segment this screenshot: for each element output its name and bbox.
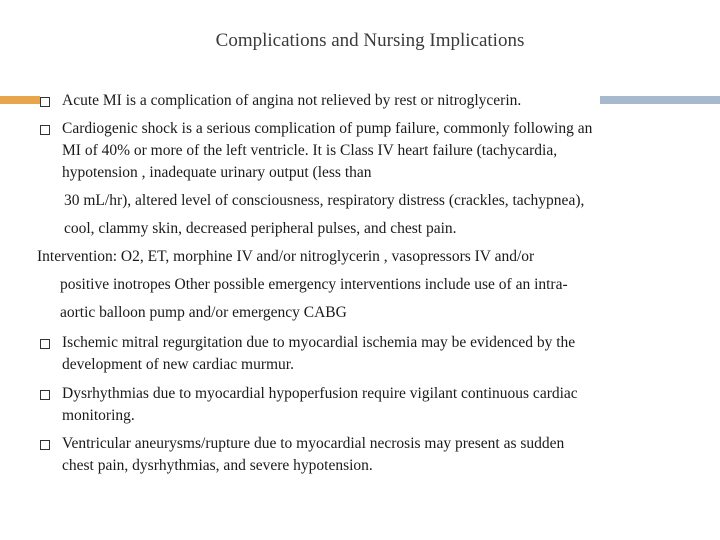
accent-bar-blue [600,96,720,104]
intervention-line: Intervention: O2, ET, morphine IV and/or nitroglycerin , vasopressors IV and/or [37,248,535,265]
bullet-line: hypotension , inadequate urinary output (less than [62,164,372,181]
intervention-line: aortic balloon pump and/or emergency CABG [60,304,347,321]
bullet-line: Acute MI is a complication of angina not relieved by rest or nitroglycerin. [62,92,522,109]
accent-bar-orange [0,96,40,104]
continuation-line: 30 mL/hr), altered level of consciousness, respiratory distress (crackles, tachypnea), [64,192,585,209]
square-bullet-icon [40,440,50,450]
slide-title: Complications and Nursing Implications [215,30,525,51]
bullet-line: Ventricular aneurysms/rupture due to myocardial necrosis may present as sudden [62,435,565,452]
bullet-line: MI of 40% or more of the left ventricle. It is Class IV heart failure (tachycardia, [62,142,558,159]
square-bullet-icon [40,339,50,349]
bullet-line: Cardiogenic shock is a serious complication of pump failure, commonly following an [62,120,593,137]
continuation-line: cool, clammy skin, decreased peripheral pulses, and chest pain. [64,220,457,237]
intervention-line: positive inotropes Other possible emergency interventions include use of an intra- [60,276,568,293]
bullet-line: Ischemic mitral regurgitation due to myocardial ischemia may be evidenced by the [62,334,576,351]
bullet-line: Dysrhythmias due to myocardial hypoperfusion require vigilant continuous cardiac [62,385,578,402]
square-bullet-icon [40,97,50,107]
bullet-line: development of new cardiac murmur. [62,356,294,373]
bullet-line: monitoring. [62,407,135,424]
square-bullet-icon [40,125,50,135]
square-bullet-icon [40,390,50,400]
bullet-line: chest pain, dysrhythmias, and severe hypotension. [62,457,373,474]
